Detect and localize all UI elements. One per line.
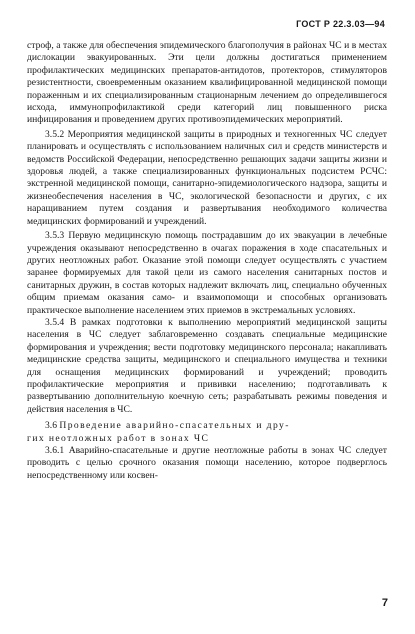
- paragraph-3-5-2: 3.5.2 Мероприятия медицинской защиты в природных и техногенных ЧС следует планировать и осуществлять с использованием наличных сил и средств министерств и ведомств Российской Федерации, непосредственно решающих задачи защиты жизни и здоровья людей, а также специализированных функциональных подсистем РСЧС: экстренной медицинской помощи, санитарно-эпидемиологического надзора, защиты и жизнеобеспечения населения в ЧС, экологической безопасности и других, с их наращиванием путем создания и развертывания необходимого количества медицинских формирований и учреждений.: [27, 128, 387, 227]
- paragraph-continuation: строф, а также для обеспечения эпидемического благополучия в районах ЧС и в местах дислокации эвакуированных. Эти цели должны достигаться применением профилактических медицинских препаратов-антидотов, протекторов, стимуляторов резистентности, своевременным оказанием квалифицированной медицинской помощи пораженным и их специализированным стационарным лечением до определившегося исхода, иммунопрофилактикой среди категорий лиц повышенного риска инфицирования и проведением других противоэпидемических мероприятий.: [27, 40, 387, 126]
- paragraph-3-5-3: 3.5.3 Первую медицинскую помощь пострадавшим до их эвакуации в лечебные учреждения оказывают непосредственно в очагах поражения в ходе спасательных и других неотложных работ. Оказание этой помощи следует осуществлять с участием заранее формируемых для такой цели из самого населения санитарных постов и санитарных дружин, в состав которых надлежит включать лиц, специально обученных общим приемам оказания само- и взаимопомощи и способных организовать практическое выполнение населением этих приемов в экстремальных условиях.: [27, 230, 387, 316]
- section-title-line2: гих неотложных работ в зонах ЧС: [27, 432, 210, 444]
- section-title-line1: Проведение аварийно-спасательных и дру-: [59, 420, 290, 432]
- paragraph-3-6-1: 3.6.1 Аварийно-спасательные и другие неотложные работы в зонах ЧС следует проводить с целью срочного оказания помощи населению, которое подверглось непосредственному или косвен-: [27, 445, 387, 481]
- section-number: 3.6: [45, 420, 57, 432]
- paragraph-3-5-4: 3.5.4 В рамках подготовки к выполнению мероприятий медицинской защиты населения в ЧС следует заблаговременно создавать специальные медицинские формирования и учреждения; вести подготовку медицинского персонала; накапливать медицинские средства защиты, медицинского и специального имущества и техники для оснащения медицинских формирований и учреждений; проводить профилактические мероприятия и прививки населению; подготавливать к развертыванию дополнительную коечную сеть; разрабатывать режимы поведения и действия населения в ЧС.: [27, 316, 387, 415]
- section-heading-3-6: [27, 420, 387, 445]
- page-number: 7: [381, 597, 388, 609]
- document-body: [27, 40, 387, 482]
- standard-code: ГОСТ Р 22.3.03—94: [296, 19, 385, 29]
